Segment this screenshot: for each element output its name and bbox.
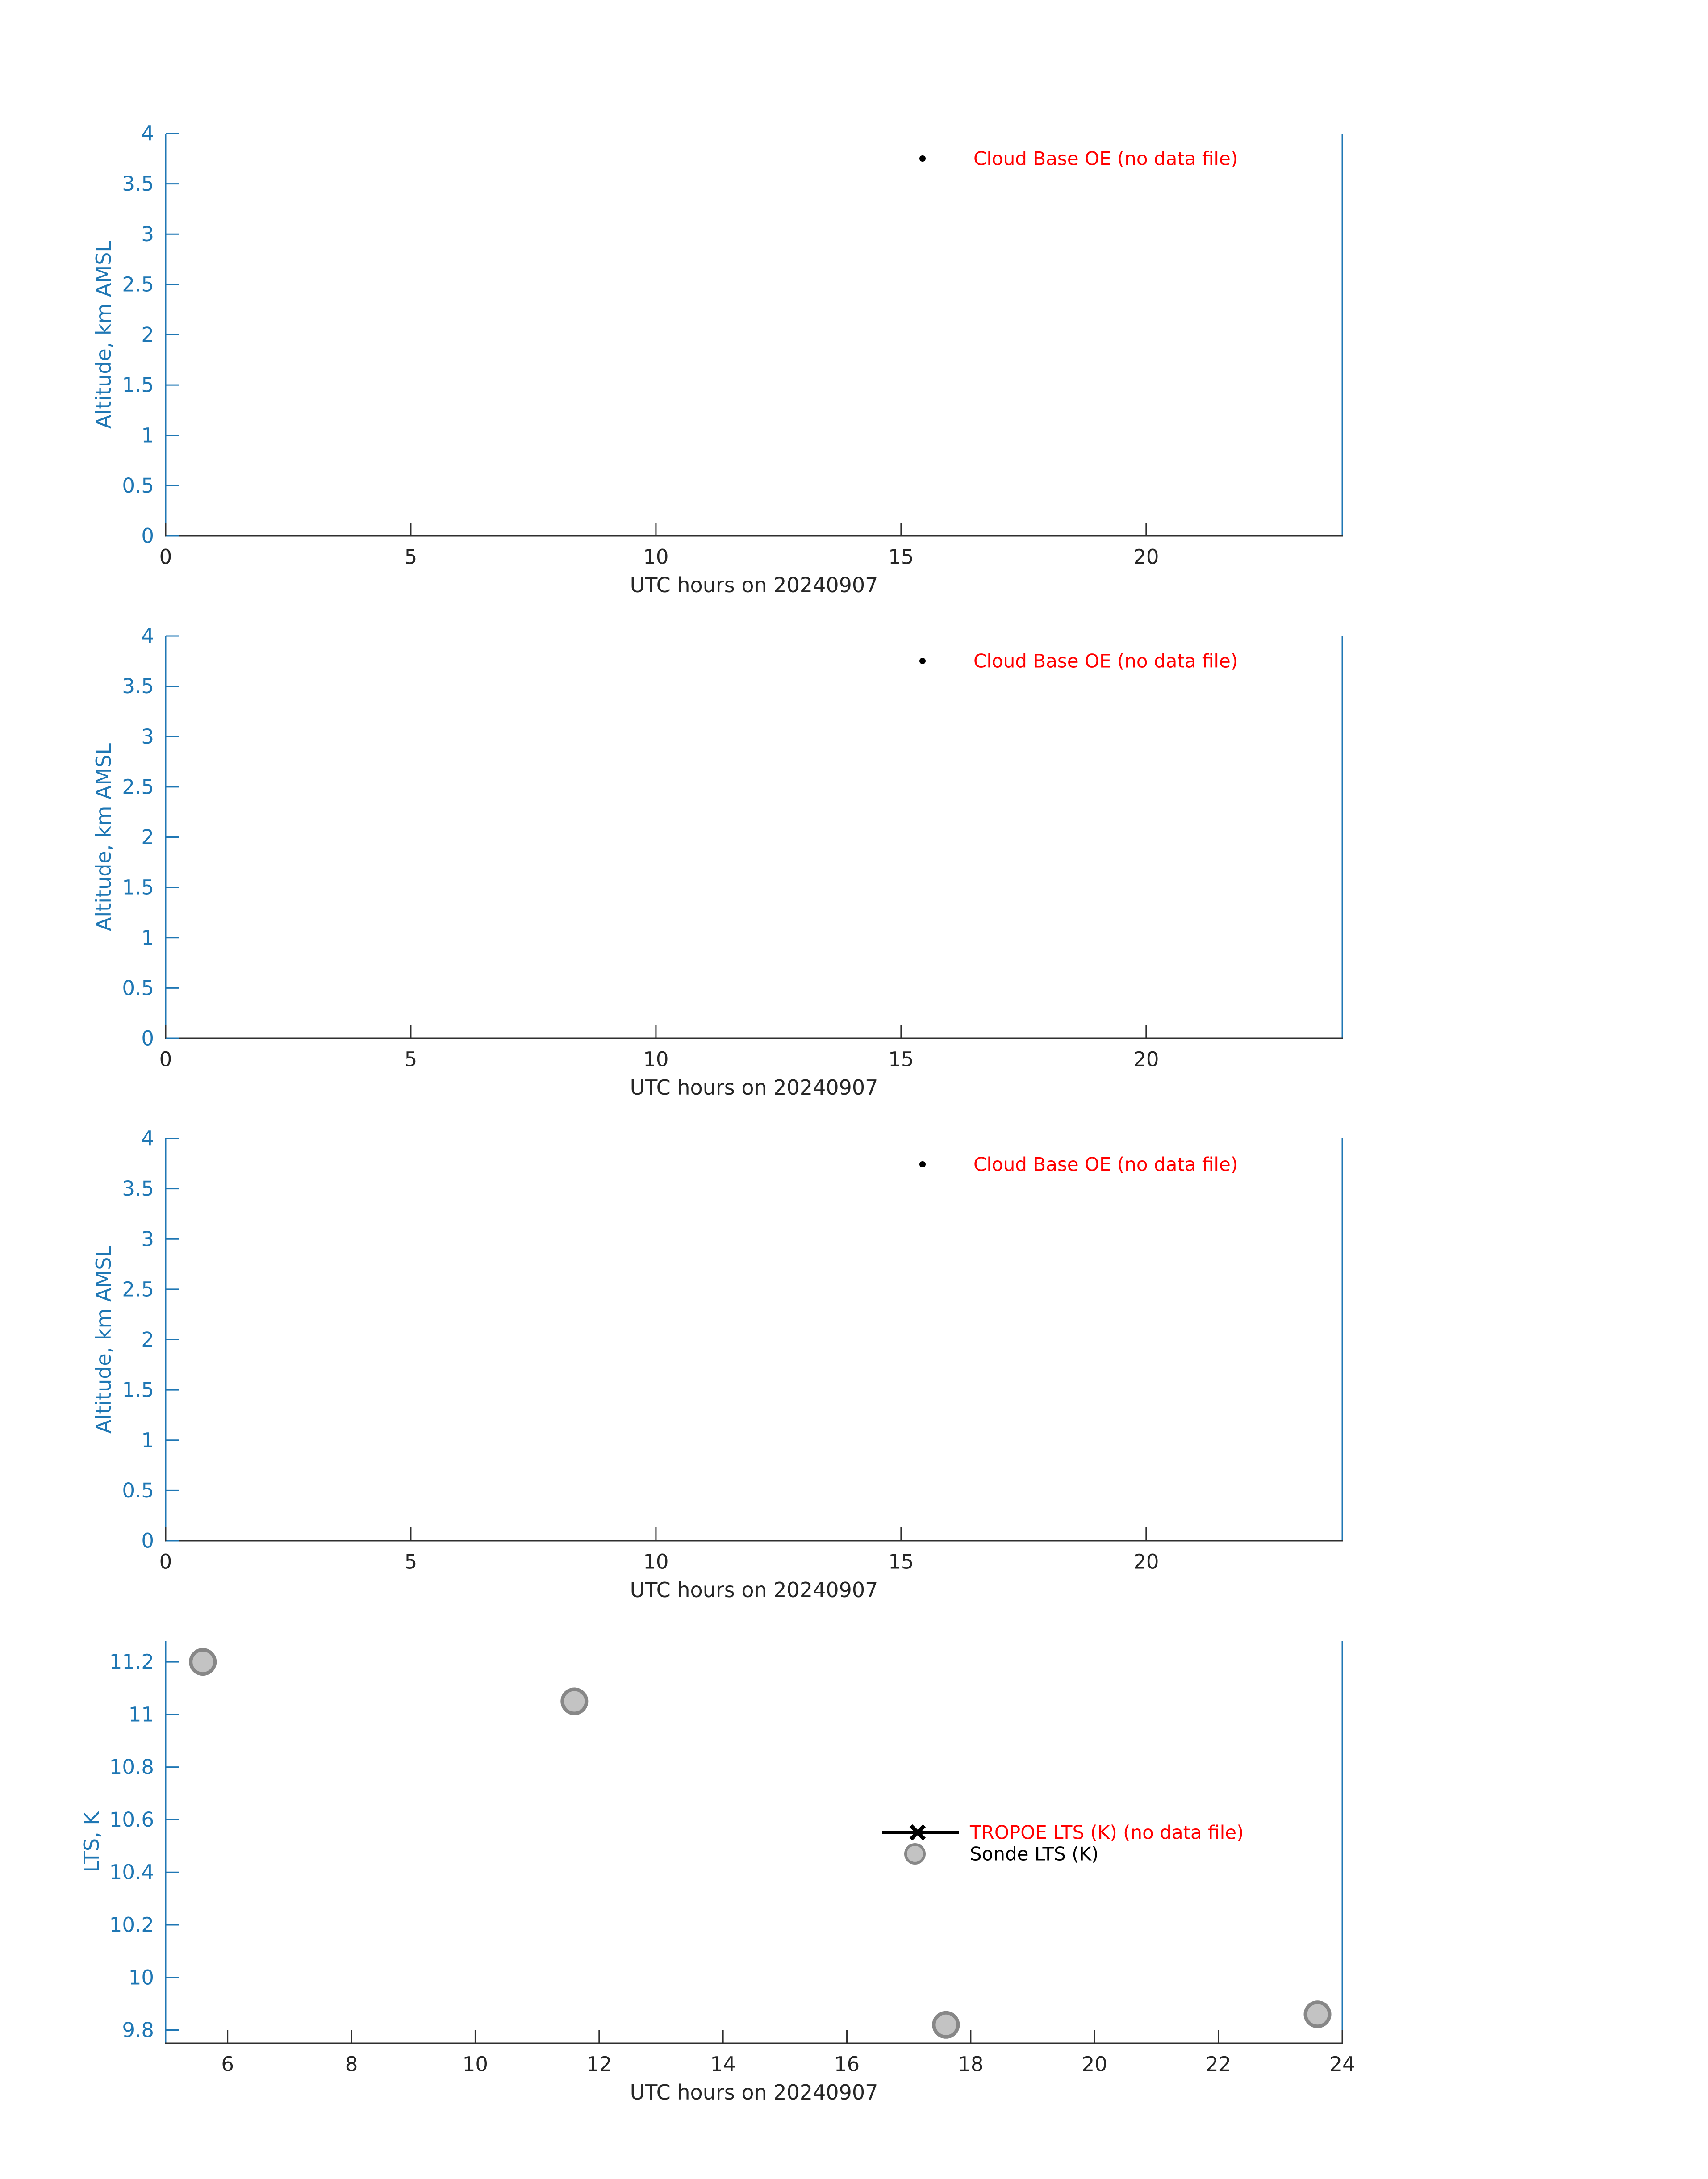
x-tick-label: 20: [1082, 2052, 1107, 2076]
y-tick-label: 2.5: [122, 272, 154, 297]
x-tick-label: 5: [404, 545, 418, 569]
x-axis-label: UTC hours on 20240907: [630, 1578, 878, 1602]
y-tick-label: 1: [141, 423, 154, 448]
y-tick-label: 1.5: [122, 875, 154, 899]
x-tick-label: 24: [1329, 2052, 1355, 2076]
sonde-data-point: [191, 1650, 215, 1674]
x-tick-label: 15: [888, 545, 914, 569]
y-tick-label: 11: [128, 1702, 154, 1727]
y-tick-label: 11.2: [109, 1650, 154, 1674]
y-axis-label: LTS, K: [79, 1811, 104, 1873]
y-axis-label: Altitude, km AMSL: [92, 1245, 116, 1434]
x-axis-label: UTC hours on 20240907: [630, 573, 878, 597]
y-tick-label: 10.2: [109, 1913, 154, 1937]
sonde-data-point: [562, 1689, 586, 1713]
legend-dot-marker-icon: [919, 1161, 926, 1167]
legend-label: Cloud Base OE (no data file): [973, 147, 1238, 170]
y-tick-label: 3: [141, 724, 154, 749]
legend-dot-marker-icon: [919, 155, 926, 162]
y-tick-label: 9.8: [122, 2018, 154, 2042]
sonde-data-point: [1306, 2002, 1330, 2026]
x-tick-label: 14: [710, 2052, 736, 2076]
x-tick-label: 0: [159, 1047, 172, 1071]
x-tick-label: 15: [888, 1047, 914, 1071]
legend-label: Sonde LTS (K): [970, 1843, 1099, 1865]
subplot-3: [92, 1127, 1343, 1602]
y-tick-label: 3.5: [122, 1177, 154, 1201]
y-tick-label: 1: [141, 1428, 154, 1452]
y-tick-label: 2: [141, 1328, 154, 1351]
y-tick-label: 0.5: [122, 976, 154, 1000]
y-tick-label: 4: [141, 624, 154, 648]
y-tick-label: 3: [141, 222, 154, 246]
y-tick-label: 10: [128, 1966, 154, 1990]
y-tick-label: 3: [141, 1227, 154, 1251]
sonde-data-point: [934, 2013, 958, 2037]
y-tick-label: 0.5: [122, 1478, 154, 1502]
y-tick-label: 0: [141, 524, 154, 548]
legend-label: Cloud Base OE (no data file): [973, 650, 1238, 672]
y-tick-label: 10.6: [109, 1807, 154, 1832]
y-tick-label: 4: [141, 121, 154, 146]
legend-label: Cloud Base OE (no data file): [973, 1153, 1238, 1175]
x-tick-label: 0: [159, 1550, 172, 1574]
y-tick-label: 0.5: [122, 473, 154, 498]
x-tick-label: 20: [1133, 1550, 1159, 1574]
subplot-1: [92, 122, 1343, 598]
x-tick-label: 10: [643, 1550, 669, 1574]
x-tick-label: 5: [404, 1047, 418, 1071]
x-tick-label: 8: [345, 2052, 358, 2076]
x-tick-label: 5: [404, 1550, 418, 1574]
x-axis-label: UTC hours on 20240907: [630, 2080, 878, 2104]
x-tick-label: 6: [221, 2052, 234, 2076]
x-tick-label: 22: [1205, 2052, 1232, 2076]
y-tick-label: 2.5: [122, 1277, 154, 1301]
legend-circle-marker-icon: [906, 1844, 924, 1863]
x-axis-label: UTC hours on 20240907: [630, 1075, 878, 1100]
y-tick-label: 10.8: [109, 1755, 154, 1779]
legend-label: TROPOE LTS (K) (no data file): [970, 1821, 1244, 1844]
x-tick-label: 10: [462, 2052, 489, 2076]
subplot-2: [92, 624, 1343, 1100]
y-tick-label: 2.5: [122, 775, 154, 799]
y-tick-label: 1.5: [122, 373, 154, 397]
x-tick-label: 16: [834, 2052, 860, 2076]
y-tick-label: 0: [141, 1026, 154, 1050]
y-tick-label: 2: [141, 323, 154, 347]
x-tick-label: 15: [888, 1550, 914, 1574]
x-tick-label: 10: [643, 545, 669, 569]
y-tick-label: 1: [141, 926, 154, 950]
y-tick-label: 4: [141, 1126, 154, 1150]
y-axis-label: Altitude, km AMSL: [92, 240, 116, 429]
x-tick-label: 18: [958, 2052, 984, 2076]
y-tick-label: 3.5: [122, 674, 154, 698]
y-tick-label: 2: [141, 825, 154, 849]
x-tick-label: 0: [159, 545, 172, 569]
x-tick-label: 12: [586, 2052, 612, 2076]
y-tick-label: 3.5: [122, 172, 154, 196]
y-axis-label: Altitude, km AMSL: [92, 743, 116, 932]
legend-dot-marker-icon: [919, 658, 926, 664]
y-tick-label: 10.4: [109, 1860, 154, 1884]
x-tick-label: 10: [643, 1047, 669, 1071]
y-tick-label: 1.5: [122, 1378, 154, 1402]
x-tick-label: 20: [1133, 545, 1159, 569]
x-tick-label: 20: [1133, 1047, 1159, 1071]
y-tick-label: 0: [141, 1529, 154, 1553]
subplot-4: [79, 1641, 1355, 2104]
